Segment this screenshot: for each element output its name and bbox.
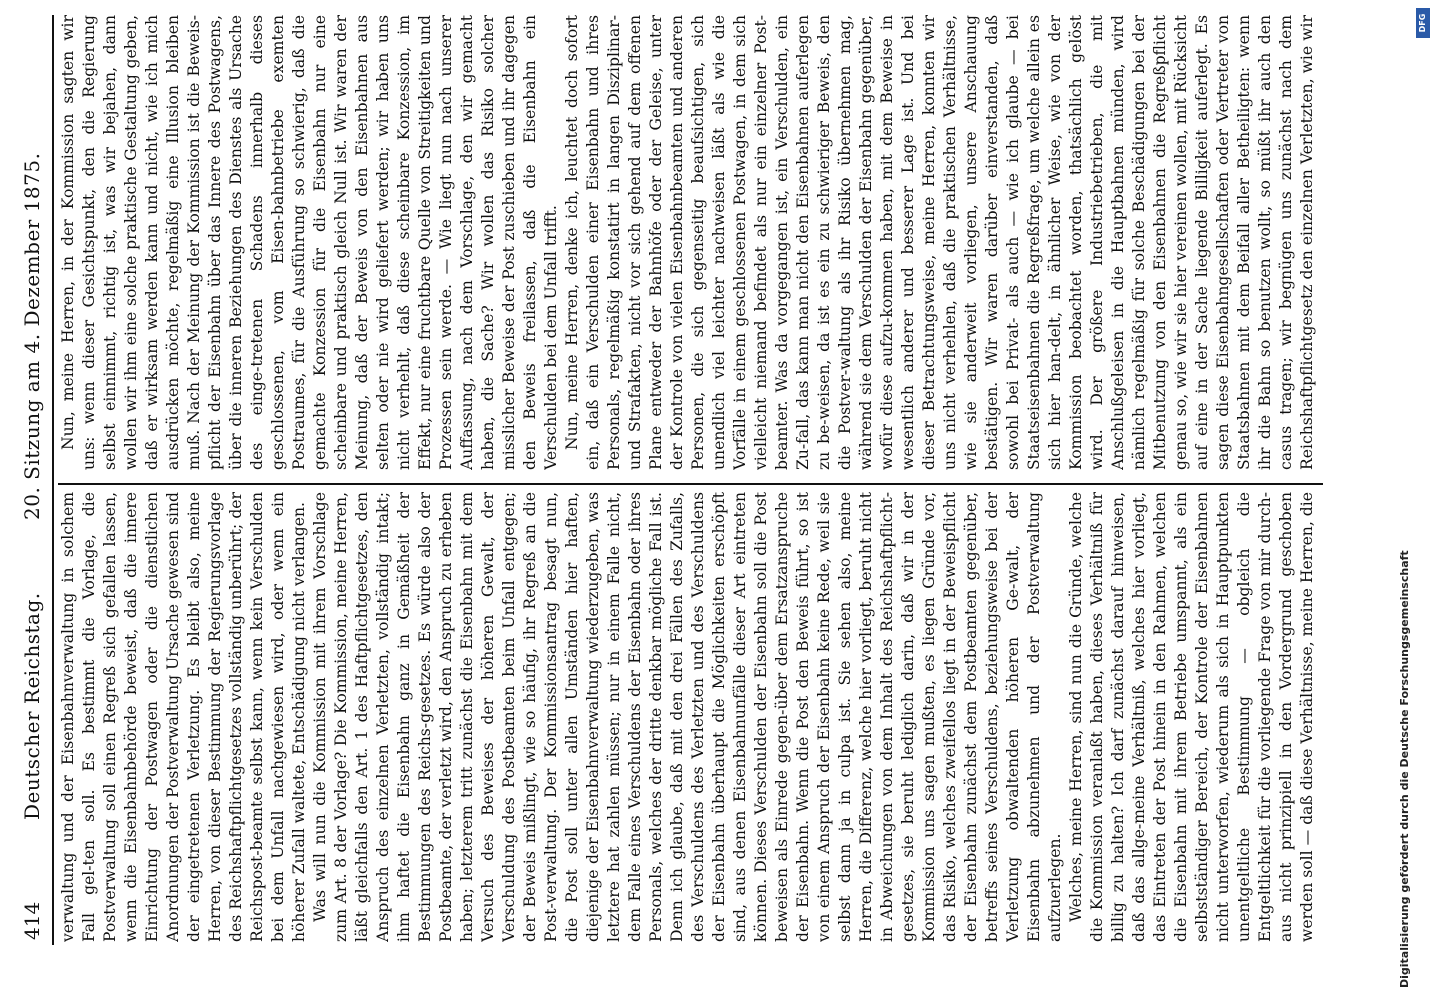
paragraph: Nun, meine Herren, denke ich, leuchtet doch sofort ein, daß ein Verschulden einer Eisenbahn und ihres Personals, regelmäßig konstatirt in langen Disziplinar- und Strafakten, nicht vor sich gehend auf dem offenen Plane entweder der Bahnhöfe oder der Geleise, unter der Kontrole von vielen Eisenbahnbeamten und anderen Personen, die sich gegenseitig beaufsichtigen, sich unendlich viel leichter nachweisen läßt als wie die Vorfälle in einem geschlossenen Postwagen, in dem sich vielleicht niemand befindet als nur ein einzelner Post-beamter. Was da vorgegangen ist, ein Verschulden, ein Zu-fall, das kann man nicht den Eisenbahnen auferlegen zu be-weisen, da ist es ein zu schwieriger Beweis, den die Postver-waltung als ihr Risiko übernehmen mag, während sie dem Verschulden der Eisenbahn gegenüber, wofür diese aufzu-kommen haben, mit dem Beweise in wesentlich anderer und besserer Lage ist. Und bei dieser Betrachtungsweise, meine Herren, konnten wir uns nicht verhehlen, daß die praktischen Verhältnisse, wie sie anderweit vorliegen, unsere Anschauung bestätigen. Wir waren darüber einverstanden, daß sowohl bei Privat- als auch — wie ich glaube — bei Staatseisenbahnen die Regreßfrage, um welche allein es sich hier han-delt, in ähnlicher Weise, wie von der Kommission beobachtet worden, thatsächlich gelöst wird. Der größere Industriebetrieben, die mit Anschlußgeleisen in die Hauptbahnen münden, wird nämlich regelmäßig für solche Beschädigungen bei der Mitbenutzung von den Eisenbahnen die Regreßpflicht genau so, wie wir sie hier vereinen wollen, mit Rücksicht auf eine in der Sache liegende Billigkeit auferlegt. Es sagen diese Eisenbahngesellschaften oder Vertreter von Staatsbahnen mit dem Beifall aller Betheiligten: wenn ihr die Bahn so benutzen wollt, so müßt ihr auch den casus tragen; wir begnügen uns zunächst nach dem Reichshaftpflichtgesetz den einzelnen Verletzten, wie wir — [563, 15, 1316, 470]
left-column — [58, 492, 1318, 942]
running-title: Deutscher Reichstag. — [20, 592, 44, 820]
page-number: 414 — [20, 901, 44, 940]
paragraph: Was will nun die Kommission mit ihrem Vorschlage zum Art. 8 der Vorlage? Die Kommission, meine Herren, läßt gleichfalls den Art. 1 des Haftpflichtgesetzes, den Anspruch des einzelnen Verletzten, vollständig intakt; ihm haftet die Eisenbahn ganz in Gemäßheit der Bestimmungen des Reichs-gesetzes. Es würde also der Postbeamte, der verletzt wird, den Anspruch zu erheben haben; letzterem tritt zunächst die Eisenbahn mit dem Versuch des Beweises der höheren Gewalt, der Verschuldung des Postbeamten beim Unfall entgegen; der Beweis mißlingt, wie so häufig, ihr Regreß an die Post-verwaltung. Der Kommissionsantrag besagt nun, die Post soll unter allen Umständen hier haften, diejenige der Eisenbahnverwaltung wiederzugeben, was letztere hat zahlen müssen; nur in einem Falle nicht, dem Falle eines Verschuldens der Eisenbahn oder ihres Personals, welches der dritte denkbar mögliche Fall ist. Denn ich glaube, daß mit den drei Fällen des Zufalls, des Verschuldens des Verletzten und des Verschuldens der Eisenbahn überhaupt die Möglichkeiten erschöpft sind, aus denen Eisenbahnunfälle dieser Art eintreten können. Dieses Verschulden der Eisenbahn soll die Post beweisen als Einrede gegen-über dem Ersatzanspruche der Eisenbahn. Wenn die Post den Beweis führt, so ist von einem Anspruch der Eisenbahn keine Rede, weil sie selbst dann ja in culpa ist. Sie sehen also, meine Herren, die Differenz, welche hier vorliegt, beruht nicht in Abweichungen von dem Inhalt des Reichshaftpflicht-gesetzes, sie beruht lediglich darin, daß wir in der Kommission uns sagen mußten, es liegen Gründe vor, das Risiko, welches zweifellos liegt in der Beweispflicht der Eisenbahn zunächst dem Postbeamten gegenüber, betreffs seines Verschuldens, beziehungsweise bei der Verletzung obwaltenden höheren Ge-walt, der Eisenbahn abzunehmen und der Postverwaltung aufzuerlegen. — [311, 492, 1064, 942]
paragraph: Welches, meine Herren, sind nun die Gründe, welche die Kommission veranlaßt haben, dieses Verhältniß für billig zu halten? Ich darf zunächst darauf hinweisen, daß das allge-meine Verhältniß, welches hier vorliegt, das Eintreten der Post hinein in den Rahmen, welchen die Eisenbahn mit ihrem Betriebe umspannt, als ein selbstständiger Bereich, der Kontrole der Eisenbahnen nicht unterworfen, wiederum als sich in Hauptpunkten unentgeltliche Bestimmung — obgleich die Entgeltlichkeit für die vorliegende Frage von mir durch-aus nicht prinzipiell in den Vordergrund geschoben werden soll — daß diese Verhältnisse, meine Herren, die — [1067, 492, 1316, 942]
right-column — [58, 15, 1318, 470]
paragraph: Nun, meine Herren, in der Kommission sagten wir uns: wenn dieser Gesichtspunkt, den die Regierung selbst einnimmt, richtig ist, was wir bejahen, dann wollen wir ihm eine solche praktische Gestaltung geben, daß er wirksam werden kann und nicht, wie ich mich ausdrücken möchte, regelmäßig eine Illusion bleiben muß. Nach der Meinung der Kommission ist die Beweis-pflicht der Eisenbahn über das Innere des Postwagens, über die inneren Beziehungen des Dienstes als Ursache des einge-tretenen Schadens innerhalb dieses geschlossenen, vom Eisen-bahnbetriebe exemten Postraumes, für die Ausführung so schwierig, daß die gemachte Konzession für die Eisenbahn nur eine scheinbare und praktisch gleich Null ist. Wir waren der Meinung, daß der Beweis von den Eisenbahnen aus selten oder nie wird geliefert werden; wir haben uns nicht verhehlt, daß diese scheinbare Konzession, im Effekt, nur eine fruchtbare Quelle von Streitigkeiten und Prozessen sein werde. — Wie liegt nun nach unserer Auffassung, nach dem Vorschlage, den wir gemacht haben, die Sache? Wir wollen das Risiko solcher misslicher Beweise der Post zuschieben und ihr dagegen den Beweis freilassen, daß die Eisenbahn ein Verschulden bei dem Unfall trifft. — [59, 15, 560, 470]
digitization-text: Digitalisierung gefördert durch die Deutsche Forschungsgemeinschaft — [1398, 550, 1411, 988]
dfg-logo — [1416, 8, 1430, 38]
digitization-notice — [1385, 0, 1425, 1000]
header-rule — [52, 15, 54, 945]
page-header — [20, 0, 46, 940]
dfg-logo-text: DFG — [1418, 13, 1427, 33]
session-title: 20. Sitzung am 4. Dezember 1875. — [20, 152, 44, 520]
column-divider — [58, 483, 1323, 485]
paragraph: verwaltung und der Eisenbahnverwaltung in solchem Fall gel-ten soll. Es bestimmt die Vorlage, die Postverwaltung soll einen Regreß sich gefallen lassen, wenn die Eisenbahnbehörde beweist, daß die innere Einrichtung der Postwagen oder die dienstlichen Anordnungen der Postverwaltung Ursache gewesen sind der eingetretenen Verletzung. Es bleibt also, meine Herren, von dieser Bestimmung der Regierungsvorlage des Reichshaftpflichtgesetzes vollständig unberührt; der Reichspost-beamte selbst kann, wenn kein Verschulden bei dem Unfall nachgewiesen wird, oder wenn ein höherer Zufall waltete, Entschädigung nicht verlangen. — [59, 492, 308, 942]
